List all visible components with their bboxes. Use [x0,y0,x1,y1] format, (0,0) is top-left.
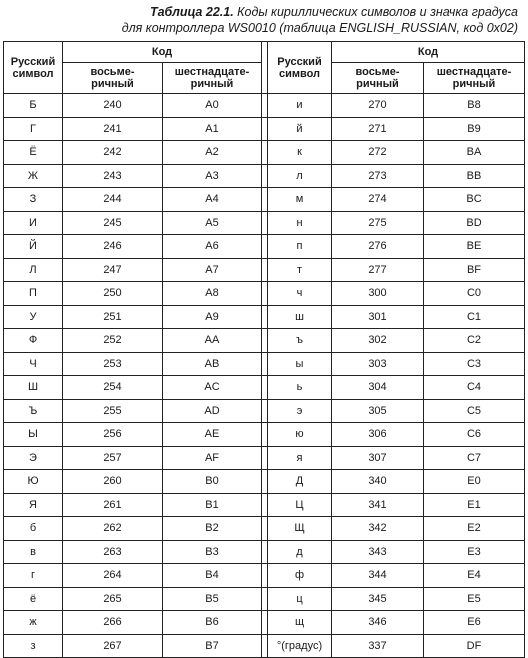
cell-hex: B3 [163,540,262,564]
cell-octal: 244 [63,188,163,212]
caption-line-2: для контроллера WS0010 (таблица ENGLISH_RUSSIAN, код 0x02) [121,21,518,35]
cell-octal: 265 [63,587,163,611]
cell-symbol: Ч [4,352,63,376]
cell-symbol: м [268,188,332,212]
cell-hex: A3 [163,164,262,188]
cell-symbol: п [268,235,332,259]
cell-hex: A8 [163,282,262,306]
cell-hex: E6 [424,611,525,635]
cell-octal: 260 [63,470,163,494]
cell-symbol: Э [4,446,63,470]
cell-symbol: Ъ [4,399,63,423]
cell-hex: BC [424,188,525,212]
cell-octal: 251 [63,305,163,329]
cell-symbol: Щ [268,517,332,541]
cell-octal: 274 [332,188,424,212]
cell-hex: C0 [424,282,525,306]
cell-symbol: в [4,540,63,564]
header-symbol-right: Русский символ [268,42,332,94]
cell-octal: 247 [63,258,163,282]
cell-hex: A7 [163,258,262,282]
cell-symbol: й [268,117,332,141]
cell-symbol: н [268,211,332,235]
cell-hex: A0 [163,94,262,118]
table-row [4,564,525,588]
table-row [4,352,525,376]
cell-hex: E5 [424,587,525,611]
code-table [3,41,525,658]
cell-symbol: П [4,282,63,306]
cell-hex: A4 [163,188,262,212]
cell-symbol: З [4,188,63,212]
cell-octal: 302 [332,329,424,353]
cell-symbol: Л [4,258,63,282]
cell-hex: A9 [163,305,262,329]
cell-symbol: °(градус) [268,634,332,658]
table-row [4,493,525,517]
cell-symbol: ё [4,587,63,611]
cell-octal: 275 [332,211,424,235]
cell-octal: 242 [63,141,163,165]
cell-octal: 246 [63,235,163,259]
cell-symbol: Ф [4,329,63,353]
cell-hex: B0 [163,470,262,494]
cell-symbol: ч [268,282,332,306]
cell-octal: 306 [332,423,424,447]
cell-hex: AD [163,399,262,423]
cell-symbol: Б [4,94,63,118]
cell-octal: 255 [63,399,163,423]
caption-line-1 [0,4,518,20]
cell-symbol: б [4,517,63,541]
cell-octal: 262 [63,517,163,541]
table-row [4,540,525,564]
cell-octal: 270 [332,94,424,118]
cell-symbol: д [268,540,332,564]
table-row [4,188,525,212]
cell-symbol: Ц [268,493,332,517]
cell-hex: AB [163,352,262,376]
cell-hex: B6 [163,611,262,635]
table-row [4,517,525,541]
cell-symbol: к [268,141,332,165]
cell-octal: 304 [332,376,424,400]
table-row [4,470,525,494]
table-row [4,399,525,423]
cell-hex: E0 [424,470,525,494]
cell-hex: BE [424,235,525,259]
cell-symbol: ю [268,423,332,447]
header-code-left: Код [63,42,262,63]
header-octal-right: восьме- ричный [332,63,424,94]
cell-symbol: э [268,399,332,423]
cell-octal: 277 [332,258,424,282]
cell-hex: B2 [163,517,262,541]
cell-octal: 307 [332,446,424,470]
cell-octal: 341 [332,493,424,517]
cell-symbol: ы [268,352,332,376]
cell-symbol: щ [268,611,332,635]
table-row [4,235,525,259]
cell-octal: 240 [63,94,163,118]
table-row [4,211,525,235]
header-octal-left: восьме- ричный [63,63,163,94]
cell-hex: C1 [424,305,525,329]
cell-octal: 305 [332,399,424,423]
cell-symbol: Ж [4,164,63,188]
cell-symbol: Й [4,235,63,259]
table-row [4,587,525,611]
table-row [4,258,525,282]
cell-octal: 245 [63,211,163,235]
table-row [4,376,525,400]
cell-octal: 257 [63,446,163,470]
cell-hex: A5 [163,211,262,235]
table-row [4,117,525,141]
cell-hex: B4 [163,564,262,588]
cell-octal: 344 [332,564,424,588]
cell-octal: 267 [63,634,163,658]
cell-octal: 273 [332,164,424,188]
cell-octal: 340 [332,470,424,494]
cell-octal: 300 [332,282,424,306]
cell-hex: C2 [424,329,525,353]
cell-symbol: Ы [4,423,63,447]
cell-hex: BB [424,164,525,188]
cell-hex: C6 [424,423,525,447]
table-caption [0,0,518,44]
cell-hex: C4 [424,376,525,400]
cell-symbol: ж [4,611,63,635]
cell-octal: 346 [332,611,424,635]
cell-hex: B8 [424,94,525,118]
cell-symbol: Ш [4,376,63,400]
cell-symbol: и [268,94,332,118]
cell-octal: 272 [332,141,424,165]
header-symbol-left: Русский символ [4,42,63,94]
caption-label: Таблица 22.1. [149,5,234,19]
header-code-right: Код [332,42,525,63]
cell-octal: 252 [63,329,163,353]
cell-hex: E1 [424,493,525,517]
caption-title: Коды кириллических символов и значка градуса [237,5,518,19]
cell-symbol: Ё [4,141,63,165]
cell-hex: BF [424,258,525,282]
cell-symbol: ь [268,376,332,400]
cell-octal: 342 [332,517,424,541]
cell-octal: 337 [332,634,424,658]
table-row [4,94,525,118]
cell-octal: 253 [63,352,163,376]
table-row [4,141,525,165]
cell-hex: BD [424,211,525,235]
cell-octal: 303 [332,352,424,376]
cell-hex: B7 [163,634,262,658]
cell-symbol: ф [268,564,332,588]
cell-octal: 266 [63,611,163,635]
cell-hex: AA [163,329,262,353]
cell-hex: E4 [424,564,525,588]
table-row [4,446,525,470]
cell-symbol: г [4,564,63,588]
cell-symbol: з [4,634,63,658]
table-row [4,329,525,353]
cell-octal: 263 [63,540,163,564]
cell-hex: A1 [163,117,262,141]
table-row [4,634,525,658]
cell-hex: AC [163,376,262,400]
cell-hex: A6 [163,235,262,259]
cell-hex: BA [424,141,525,165]
cell-symbol: т [268,258,332,282]
cell-hex: E2 [424,517,525,541]
cell-octal: 261 [63,493,163,517]
table-row [4,282,525,306]
table-row [4,423,525,447]
table-row [4,164,525,188]
cell-symbol: Я [4,493,63,517]
cell-hex: C7 [424,446,525,470]
cell-octal: 343 [332,540,424,564]
cell-hex: AE [163,423,262,447]
cell-symbol: ш [268,305,332,329]
cell-symbol: ъ [268,329,332,353]
cell-octal: 256 [63,423,163,447]
header-hex-left: шестнадцате- ричный [163,63,262,94]
cell-hex: E3 [424,540,525,564]
cell-octal: 254 [63,376,163,400]
cell-symbol: Д [268,470,332,494]
header-hex-right: шестнадцате- ричный [424,63,525,94]
cell-symbol: Ю [4,470,63,494]
cell-hex: B9 [424,117,525,141]
cell-symbol: Г [4,117,63,141]
cell-symbol: У [4,305,63,329]
table-row [4,611,525,635]
cell-octal: 271 [332,117,424,141]
cell-hex: C5 [424,399,525,423]
cell-octal: 264 [63,564,163,588]
cell-hex: C3 [424,352,525,376]
cell-symbol: И [4,211,63,235]
cell-octal: 241 [63,117,163,141]
cell-hex: AF [163,446,262,470]
cell-octal: 301 [332,305,424,329]
cell-octal: 276 [332,235,424,259]
cell-hex: A2 [163,141,262,165]
table-body [4,94,525,658]
cell-octal: 243 [63,164,163,188]
table-row [4,305,525,329]
cell-octal: 345 [332,587,424,611]
cell-hex: B5 [163,587,262,611]
cell-symbol: я [268,446,332,470]
cell-octal: 250 [63,282,163,306]
cell-hex: B1 [163,493,262,517]
cell-symbol: ц [268,587,332,611]
cell-symbol: л [268,164,332,188]
cell-hex: DF [424,634,525,658]
